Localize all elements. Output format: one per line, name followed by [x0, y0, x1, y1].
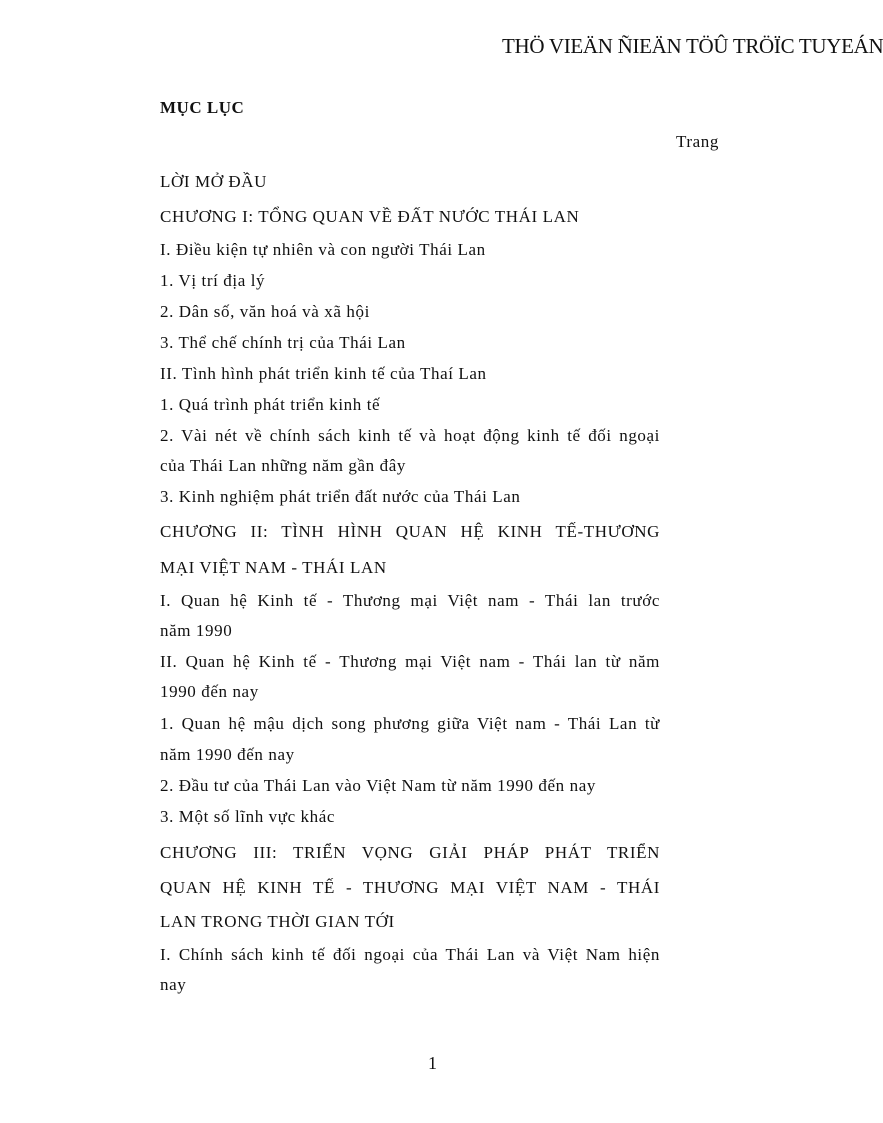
toc-entry: 1. Vị trí địa lý [160, 271, 266, 290]
page-header: THÖ VIEÄN ÑIEÄN TÖÛ TRÖÏC TUYEÁN [502, 34, 883, 58]
toc-entry: 2. Đầu tư của Thái Lan vào Việt Nam từ năm 1990 đến nay [160, 776, 596, 795]
toc-entry: CHƯƠNG II: TÌNH HÌNH QUAN HỆ KINH TẾ-THƯƠNG [160, 522, 660, 541]
toc-entry: 2. Dân số, văn hoá và xã hội [160, 302, 370, 321]
toc-entry: I. Điều kiện tự nhiên và con người Thái Lan [160, 240, 486, 259]
toc-entry: 3. Thể chế chính trị của Thái Lan [160, 333, 406, 352]
toc-entry: nay [160, 975, 187, 994]
toc-entry: 1. Quá trình phát triển kinh tế [160, 395, 381, 414]
page-number: 1 [428, 1053, 437, 1073]
toc-entry: 1990 đến nay [160, 682, 259, 701]
toc-entry: MẠI VIỆT NAM - THÁI LAN [160, 558, 387, 577]
toc-entry: năm 1990 đến nay [160, 745, 295, 764]
toc-entry: CHƯƠNG III: TRIỂN VỌNG GIẢI PHÁP PHÁT TRIỂN [160, 843, 660, 862]
toc-entry: II. Tình hình phát triển kinh tế của Thaí Lan [160, 364, 487, 383]
toc-entry: LAN TRONG THỜI GIAN TỚI [160, 912, 395, 931]
toc-entry: QUAN HỆ KINH TẾ - THƯƠNG MẠI VIỆT NAM - THÁI [160, 878, 660, 897]
toc-entry: II. Quan hệ Kinh tế - Thương mại Việt nam - Thái lan từ năm [160, 652, 660, 671]
toc-entry: 2. Vài nét về chính sách kinh tế và hoạt động kinh tế đối ngoại [160, 426, 660, 445]
toc-entry: năm 1990 [160, 621, 233, 640]
toc-entry: LỜI MỞ ĐẦU [160, 172, 268, 191]
toc-entry: của Thái Lan những năm gần đây [160, 456, 406, 475]
toc-entry: I. Chính sách kinh tế đối ngoại của Thái Lan và Việt Nam hiện [160, 945, 660, 964]
toc-title: MỤC LỤC [160, 98, 245, 117]
toc-entry: 3. Một số lĩnh vực khác [160, 807, 336, 826]
page-column-label: Trang [676, 132, 719, 151]
toc-entry: 3. Kinh nghiệm phát triển đất nước của Thái Lan [160, 487, 521, 506]
toc-entry: CHƯƠNG I: TỔNG QUAN VỀ ĐẤT NƯỚC THÁI LAN [160, 207, 580, 226]
toc-entry: 1. Quan hệ mậu dịch song phương giữa Việt nam - Thái Lan từ [160, 714, 660, 733]
toc-entry: I. Quan hệ Kinh tế - Thương mại Việt nam - Thái lan trước [160, 591, 660, 610]
